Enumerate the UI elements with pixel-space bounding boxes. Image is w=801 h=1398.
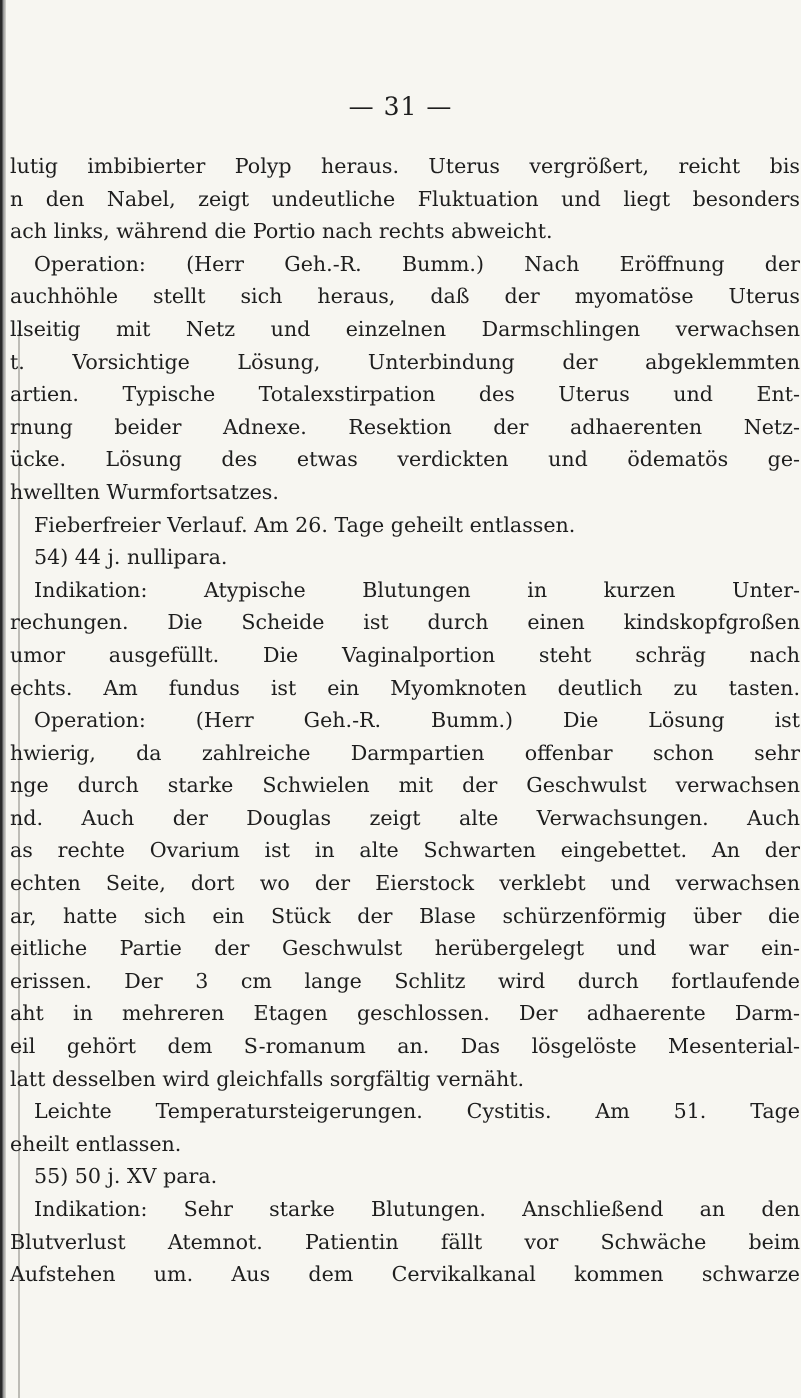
text-line: ücke. Lösung des etwas verdickten und ödematös ge- [10,447,800,472]
text-line: eil gehört dem S-romanum an. Das lösgelöste Mesenterial- [10,1034,800,1059]
text-line: Aufstehen um. Aus dem Cervikalkanal kommen schwarze [10,1262,800,1287]
text-line: Leichte Temperatursteigerungen. Cystitis. Am 51. Tage [34,1099,800,1124]
text-line: hwierig, da zahlreiche Darmpartien offenbar schon sehr [10,740,800,765]
text-line: rnung beider Adnexe. Resektion der adhaerenten Netz- [10,414,800,439]
text-line: lutig imbibierter Polyp heraus. Uterus vergrößert, reicht bis [10,154,800,178]
text-line: ar, hatte sich ein Stück der Blase schürzenförmig über die [10,903,800,928]
text-line: nd. Auch der Douglas zeigt alte Verwachsungen. Auch [10,805,800,830]
text-line: as rechte Ovarium ist in alte Schwarten eingebettet. An der [10,838,800,863]
text-line: Fieberfreier Verlauf. Am 26. Tage geheilt entlassen. [34,512,576,537]
text-line: n den Nabel, zeigt undeutliche Fluktuation und liegt besonders [10,186,800,211]
page-number: — 31 — [348,92,453,121]
text-line: rechungen. Die Scheide ist durch einen kindskopfgroßen [10,610,800,635]
text-line: nge durch starke Schwielen mit der Geschwulst verwachsen [10,773,800,798]
text-line: eitliche Partie der Geschwulst herübergelegt und war ein- [10,936,800,961]
page-edge-shadow [0,0,6,1398]
text-line: artien. Typische Totalexstirpation des Uterus und Ent- [10,382,800,407]
text-line: 54) 44 j. nullipara. [34,545,228,570]
text-line: llseitig mit Netz und einzelnen Darmschlingen verwachsen [10,316,800,341]
text-line: Indikation: Sehr starke Blutungen. Anschließend an den [34,1197,800,1221]
text-line: latt desselben wird gleichfalls sorgfältig vernäht. [10,1066,525,1091]
text-line: Blutverlust Atemnot. Patientin fällt vor Schwäche beim [10,1229,800,1254]
body-text [10,150,800,1291]
text-line: hwellten Wurmfortsatzes. [10,479,279,504]
text-line: aht in mehreren Etagen geschlossen. Der adhaerente Darm- [10,1001,800,1026]
text-line: 55) 50 j. XV para. [34,1164,218,1189]
text-line: erissen. Der 3 cm lange Schlitz wird durch fortlaufende [10,968,800,993]
text-line: auchhöhle stellt sich heraus, daß der myomatöse Uterus [10,284,800,309]
text-line: t. Vorsichtige Lösung, Unterbindung der abgeklemmten [10,349,800,374]
text-line: umor ausgefüllt. Die Vaginalportion steht schräg nach [10,642,800,667]
text-line: Indikation: Atypische Blutungen in kurzen Unter- [34,577,800,602]
text-line: echten Seite, dort wo der Eierstock verklebt und verwachsen [10,871,800,896]
text-line: echts. Am fundus ist ein Myomknoten deutlich zu tasten. [10,675,800,700]
text-line: eheilt entlassen. [10,1131,182,1156]
text-line: Operation: (Herr Geh.-R. Bumm.) Nach Eröffnung der [34,251,800,276]
text-line: Operation: (Herr Geh.-R. Bumm.) Die Lösung ist [34,708,800,733]
text-line: ach links, während die Portio nach rechts abweicht. [10,219,553,244]
